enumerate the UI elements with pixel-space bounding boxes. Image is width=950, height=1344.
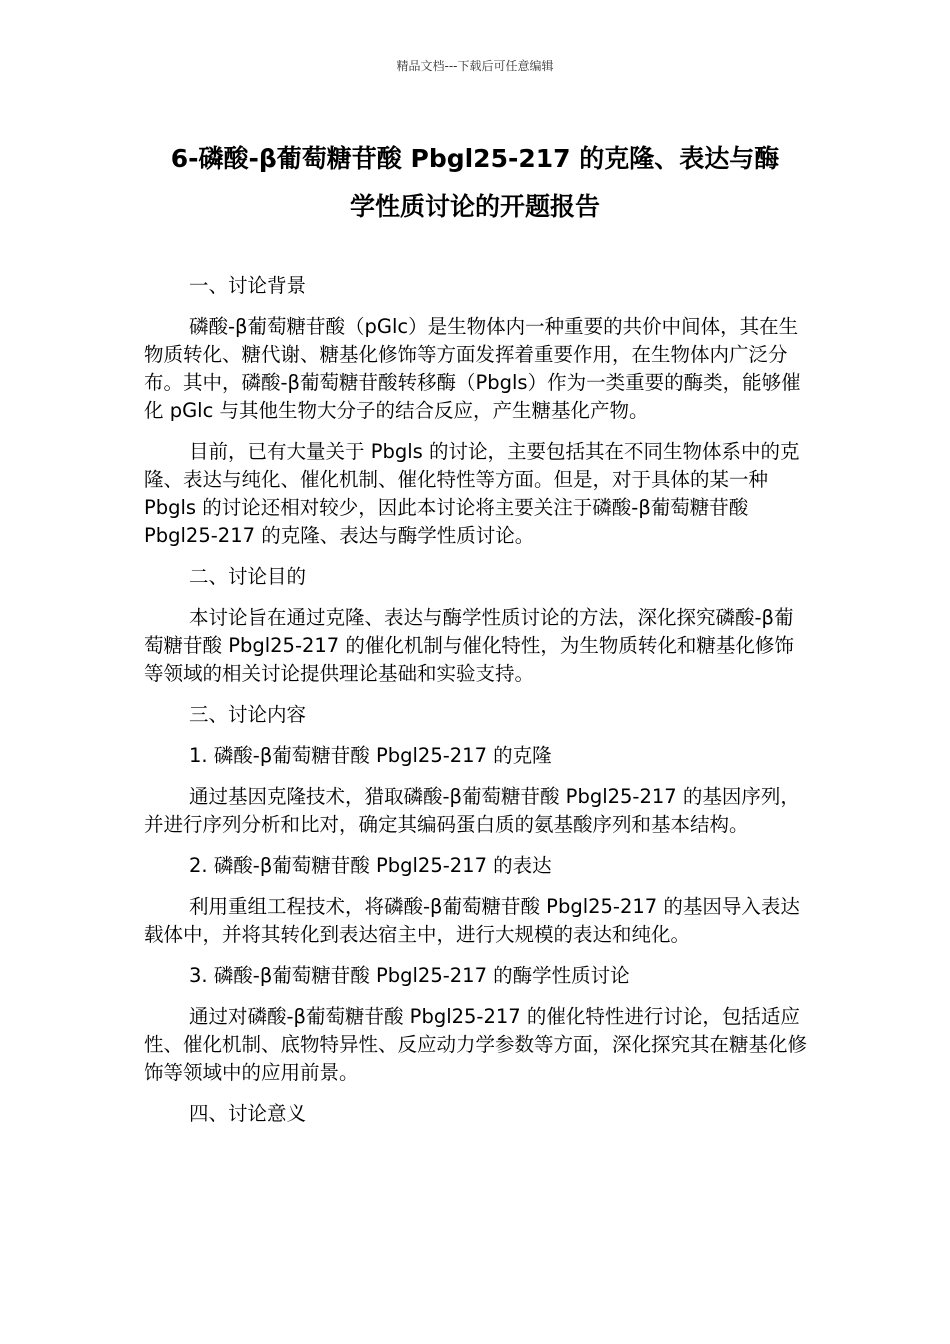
- document-body: [144, 272, 808, 1141]
- paragraph: 通过对磷酸-β葡萄糖苷酸 Pbgl25-217 的催化特性进行讨论，包括适应性、催化机制、底物特异性、反应动力学参数等方面，深化探究其在糖基化修饰等领域中的应用前景。: [144, 1005, 808, 1084]
- paragraph: 本讨论旨在通过克隆、表达与酶学性质讨论的方法，深化探究磷酸-β葡萄糖苷酸 Pbgl25-217 的催化机制与催化特性，为生物质转化和糖基化修饰等领域的相关讨论提供理论基础和实验支持。: [144, 606, 794, 685]
- page-header-note: 精品文档---下载后可任意编辑: [396, 59, 554, 73]
- document-title: [120, 135, 830, 231]
- section-heading-content: 三、讨论内容: [189, 703, 307, 726]
- paragraph: 磷酸-β葡萄糖苷酸（pGlc）是生物体内一种重要的共价中间体，其在生物质转化、糖代谢、糖基化修饰等方面发挥着重要作用，在生物体内广泛分布。其中，磷酸-β葡萄糖苷酸转移酶（Pbgls）作为一类重要的酶类，能够催化 pGlc 与其他生物大分子的结合反应，产生糖基化产物。: [144, 315, 801, 422]
- subsection-heading-cloning: 1. 磷酸-β葡萄糖苷酸 Pbgl25-217 的克隆: [189, 744, 552, 767]
- paragraph: 通过基因克隆技术，猎取磷酸-β葡萄糖苷酸 Pbgl25-217 的基因序列，并进行序列分析和比对，确定其编码蛋白质的氨基酸序列和基本结构。: [144, 785, 800, 836]
- section-heading-background: 一、讨论背景: [189, 274, 307, 297]
- title-line-2: 学性质讨论的开题报告: [349, 192, 600, 221]
- subsection-heading-enzymology: 3. 磷酸-β葡萄糖苷酸 Pbgl25-217 的酶学性质讨论: [189, 964, 630, 987]
- paragraph: 目前，已有大量关于 Pbgls 的讨论，主要包括其在不同生物体系中的克隆、表达与纯化、催化机制、催化特性等方面。但是，对于具体的某一种 Pbgls 的讨论还相对较少，因此本讨论将主要关注于磷酸-β葡萄糖苷酸 Pbgl25-217 的克隆、表达与酶学性质讨论。: [144, 440, 800, 547]
- section-heading-purpose: 二、讨论目的: [189, 565, 307, 588]
- section-heading-significance: 四、讨论意义: [189, 1102, 307, 1125]
- title-line-1: 6-磷酸-β葡萄糖苷酸 Pbgl25-217 的克隆、表达与酶: [170, 144, 780, 173]
- paragraph: 利用重组工程技术，将磷酸-β葡萄糖苷酸 Pbgl25-217 的基因导入表达载体中，并将其转化到表达宿主中，进行大规模的表达和纯化。: [144, 895, 800, 946]
- subsection-heading-expression: 2. 磷酸-β葡萄糖苷酸 Pbgl25-217 的表达: [189, 854, 552, 877]
